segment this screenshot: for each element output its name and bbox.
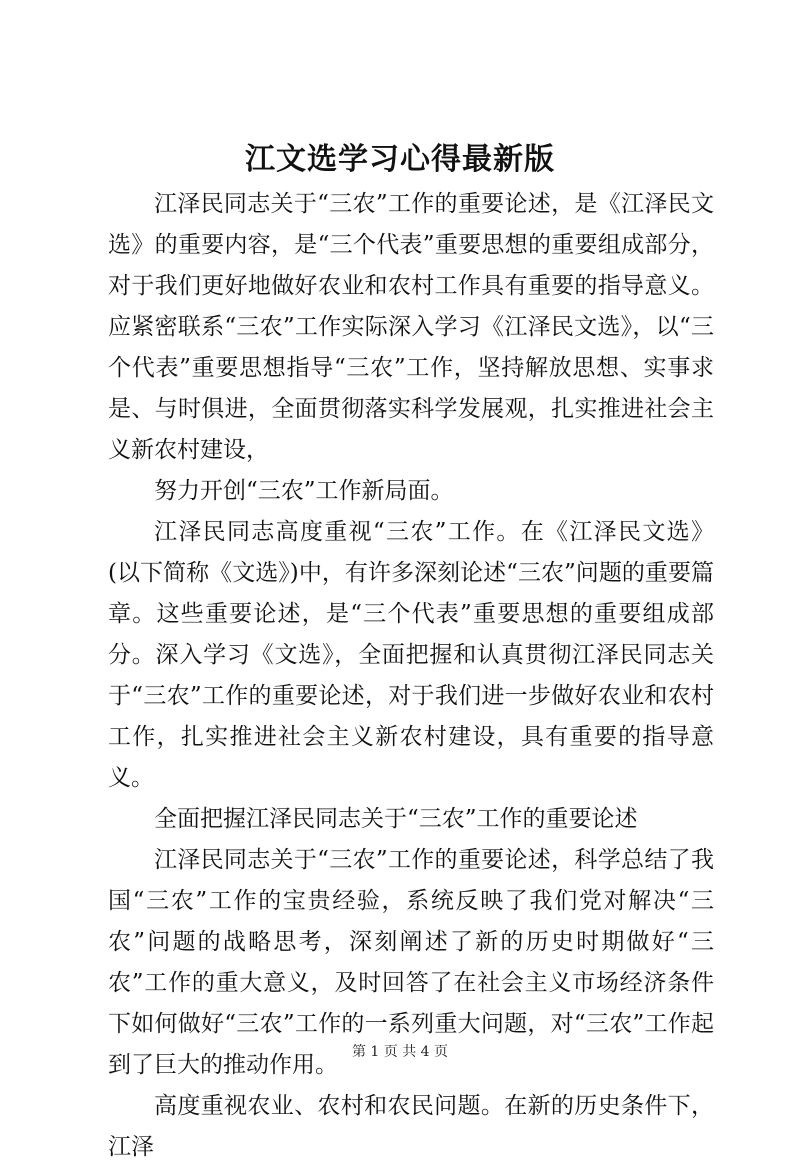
page-footer: 第 1 页 共 4 页	[351, 1044, 449, 1060]
document-title: 江文选学习心得最新版	[245, 142, 555, 177]
paragraph: 努力开创“三农”工作新局面。	[154, 478, 454, 504]
paragraph: 江泽民同志关于“三农”工作的重要论述，是《江泽民文选》的重要内容，是“三个代表”重要思想的重要组成部分，对于我们更好地做好农业和农村工作具有重要的指导意义。应紧密联系“三农”工作实际深入学习《江泽民文选》，以“三个代表”重要思想指导“三农”工作，坚持解放思想、实事求是、与时俱进，全面贯彻落实科学发展观，扎实推进社会主义新农村建设，	[108, 191, 714, 463]
paragraph: 江泽民同志关于“三农”工作的重要论述，科学总结了我国“三农”工作的宝贵经验，系统反映了我们党对解决“三农”问题的战略思考，深刻阐述了新的历史时期做好“三农”工作的重大意义，及时回答了在社会主义市场经济条件下如何做好“三农”工作的一系列重大问题，对“三农”工作起到了巨大的推动作用。	[108, 847, 714, 1078]
paragraph: 高度重视农业、农村和农民问题。在新的历史条件下，江泽	[108, 1093, 714, 1160]
paragraph: 江泽民同志高度重视“三农”工作。在《江泽民文选》(以下简称《文选》)中，有许多深刻论述“三农”问题的重要篇章。这些重要论述，是“三个代表”重要思想的重要组成部分。深入学习《文选》，全面把握和认真贯彻江泽民同志关于“三农”工作的重要论述，对于我们进一步做好农业和农村工作，扎实推进社会主义新农村建设，具有重要的指导意义。	[108, 519, 714, 791]
section-heading: 全面把握江泽民同志关于“三农”工作的重要论述	[154, 806, 638, 832]
document-body	[108, 184, 714, 1168]
